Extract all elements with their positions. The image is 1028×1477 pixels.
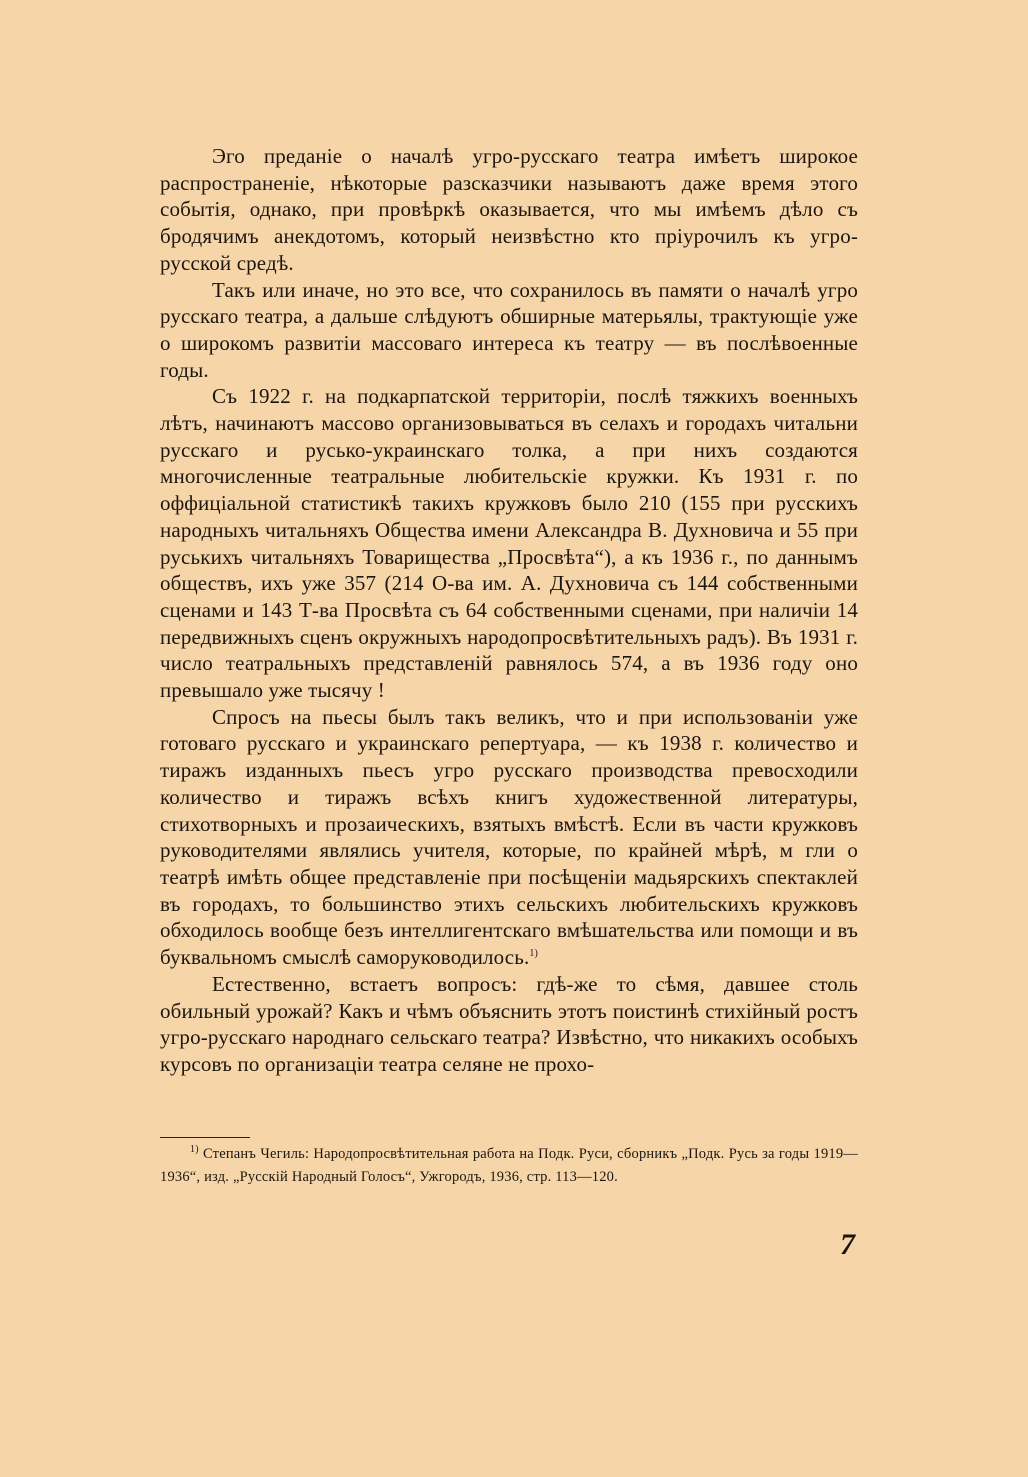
paragraph-4-text: Спросъ на пьесы былъ такъ великъ, что и при использованіи уже готоваго русскаго и украинскаго репертуара, — къ 1938 г. количество и тиражъ изданныхъ пьесъ угро русскаго производства превосходили количество и тиражъ всѣхъ книгъ художественной литературы, стихотворныхъ и прозаическихъ, взятыхъ вмѣстѣ. Если въ части кружковъ руководителями являлись учителя, которые, по крайней мѣрѣ, м гли о театрѣ имѣть общее представленіе при посѣщеніи мадьярскихъ спектаклей въ городахъ, то большинство этихъ сельскихъ любительскихъ кружковъ обходилось вообще безъ интеллигентскаго вмѣшательства или помощи и въ буквальномъ смыслѣ саморуководилось. (160, 704, 858, 970)
paragraph-5: Естественно, встаетъ вопросъ: гдѣ-же то сѣмя, давшее столь обильный урожай? Какъ и чѣмъ объяснить этотъ поистинѣ стихійный ростъ угро-русскаго народнаго сельскаго театра? Извѣстно, что никакихъ особыхъ курсовъ по организаціи театра селяне не прохо- (160, 971, 858, 1076)
paragraph-3: Съ 1922 г. на подкарпатской территоріи, послѣ тяжкихъ военныхъ лѣтъ, начинаютъ массово организовываться въ селахъ и городахъ читальни русскаго и русько-украинскаго толка, а при нихъ создаются многочисленные театральные любительскіе кружки. Къ 1931 г. по оффиціальной статистикѣ такихъ кружковъ было 210 (155 при русскихъ народныхъ читальняхъ Общества имени Александра В. Духновича и 55 при руськихъ читальняхъ Товарищества „Просвѣта“), а къ 1936 г., по даннымъ обществъ, ихъ уже 357 (214 О-ва им. А. Духновича съ 144 собственными сценами и 143 Т-ва Просвѣта съ 64 собственными сценами, при наличіи 14 передвижныхъ сценъ окружныхъ народопросвѣтительныхъ радъ). Въ 1931 г. число театральныхъ представленій равнялось 574, а въ 1936 году оно превышало уже тысячу ! (160, 384, 858, 703)
paragraph-2: Такъ или иначе, но это все, что сохранилось въ памяти о началѣ угро русскаго театра, а дальше слѣдуютъ обширные матерьялы, трактующіе уже о широкомъ развитіи массоваго интереса къ театру — въ послѣвоенные годы. (160, 277, 858, 382)
paragraph-4 (160, 704, 858, 971)
paragraph-1: Эго преданіе о началѣ угро-русскаго театра имѣетъ широкое распространеніе, нѣкоторые разсказчики называютъ даже время этого событія, однако, при провѣркѣ оказывается, что мы имѣемъ дѣло съ бродячимъ анекдотомъ, который неизвѣстно кто пріурочилъ къ угро-русской средѣ. (160, 144, 858, 275)
footnotes (160, 1143, 858, 1188)
footnote-marker: 1) (190, 1144, 199, 1156)
footnote-reference: 1) (529, 948, 539, 960)
footnote-text: Степанъ Чегиль: Народопросвѣтительная работа на Подк. Руси, сборникъ „Подк. Русь за годы 1919—1936“, изд. „Русскій Народный Голосъ“, Ужгородъ, 1936, стр. 113—120. (160, 1146, 858, 1185)
footnote-divider (160, 1137, 250, 1138)
main-text (160, 143, 858, 1078)
footnote-1 (160, 1143, 858, 1188)
page-number: 7 (840, 1228, 855, 1261)
